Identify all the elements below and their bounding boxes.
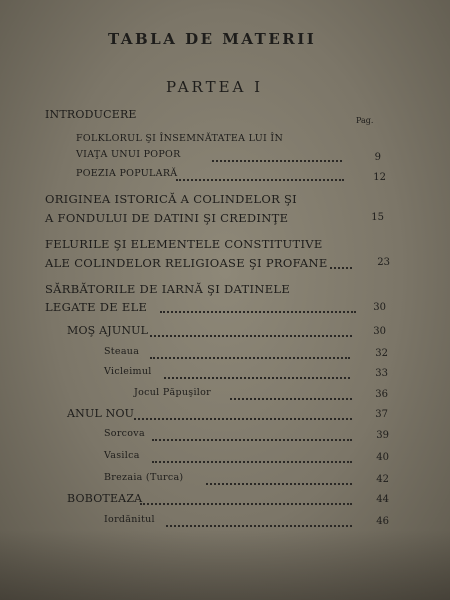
toc-entry-introducere: INTRODUCERE (45, 108, 137, 121)
page-number: 42 (376, 474, 389, 485)
page-number: 15 (371, 212, 384, 223)
page-number: 30 (373, 302, 386, 313)
leader-dots (176, 179, 344, 181)
toc-entry-anul-nou: ANUL NOU (67, 407, 135, 420)
toc-entry-brezaia: Brezaia (Turca) (104, 472, 184, 483)
page-number: 12 (373, 172, 386, 183)
leader-dots (160, 311, 356, 313)
toc-entry-poezia-populara: POEZIA POPULARĂ (76, 168, 178, 179)
toc-entry-folklorul-line2: VIAŢA UNUI POPOR (76, 149, 181, 160)
leader-dots (330, 267, 352, 269)
page-number: 46 (376, 516, 389, 527)
leader-dots (152, 461, 352, 463)
toc-entry-folklorul-line1: FOLKLORUL ŞI ÎNSEMNĂTATEA LUI ÎN (76, 133, 284, 144)
toc-entry-sorcova: Sorcova (104, 428, 145, 439)
leader-dots (212, 160, 342, 162)
page-number: 39 (376, 430, 389, 441)
leader-dots (230, 398, 352, 400)
page-title: TABLA DE MATERII (108, 30, 317, 48)
toc-entry-jocul-papusilor: Jocul Păpuşilor (134, 387, 211, 398)
page-number: 36 (375, 389, 388, 400)
toc-entry-vicleimul: Vicleimul (104, 366, 152, 377)
toc-entry-sarbatorile-line1: SĂRBĂTORILE DE IARNĂ ŞI DATINELE (45, 282, 291, 296)
page-number: 33 (375, 368, 388, 379)
toc-entry-boboteaza: BOBOTEAZA (67, 492, 143, 505)
page-number: 40 (376, 452, 389, 463)
leader-dots (166, 525, 352, 527)
page-number: 37 (375, 409, 388, 420)
toc-entry-originea-line1: ORIGINEA ISTORICĂ A COLINDELOR ŞI (45, 192, 298, 206)
page-number: 9 (374, 152, 381, 163)
leader-dots (152, 439, 352, 441)
leader-dots (140, 503, 352, 505)
page-number: 44 (376, 494, 389, 505)
page-number: 23 (377, 257, 390, 268)
page-shadow (0, 530, 450, 600)
toc-entry-felurile-line2: ALE COLINDELOR RELIGIOASE ŞI PROFANE (45, 256, 328, 270)
page-number: 32 (375, 348, 388, 359)
leader-dots (150, 357, 350, 359)
leader-dots (164, 377, 350, 379)
toc-entry-steaua: Steaua (104, 346, 140, 357)
toc-entry-vasilca: Vasilca (104, 450, 140, 461)
page-number: 30 (373, 326, 386, 337)
part-heading: PARTEA I (166, 78, 264, 96)
toc-entry-originea-line2: A FONDULUI DE DATINI ŞI CREDINŢE (45, 211, 289, 225)
toc-entry-felurile-line1: FELURILE ŞI ELEMENTELE CONSTITUTIVE (45, 237, 323, 251)
toc-entry-sarbatorile-line2: LEGATE DE ELE (45, 300, 148, 314)
leader-dots (206, 483, 352, 485)
toc-entry-iordanitul: Iordănitul (104, 514, 155, 525)
toc-entry-mos-ajunul: MOŞ AJUNUL (67, 324, 149, 337)
leader-dots (150, 335, 352, 337)
page-column-label: Pag. (356, 116, 374, 125)
leader-dots (134, 418, 352, 420)
